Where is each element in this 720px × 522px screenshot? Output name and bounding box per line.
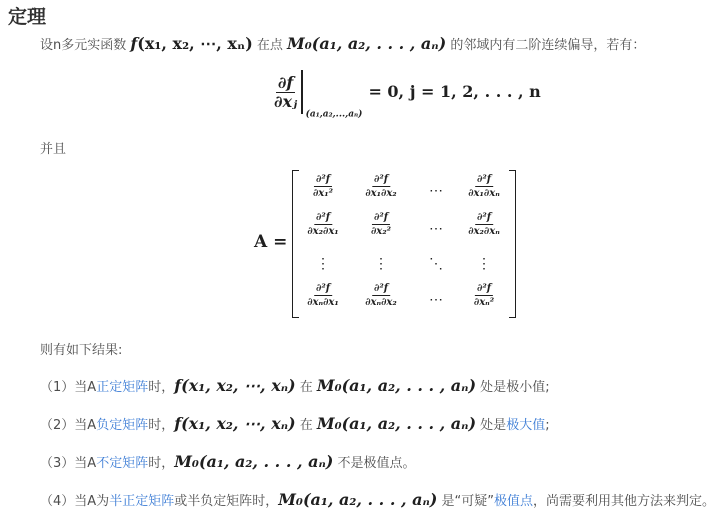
- matrix-cell-2-n: ∂²f ∂x₂∂xₙ: [468, 212, 500, 237]
- result-item-4: （4）当A为半正定矩阵或半负定矩阵时，M₀(a₁, a₂, . . . , aₙ) 是“可疑”极值点，尚需要利用其他方法来判定。: [40, 490, 716, 509]
- matrix-hdots-rown: ⋯: [429, 292, 443, 308]
- matrix-cell-2-1: ∂²f ∂x₂∂x₁: [307, 212, 339, 237]
- matrix-cell-1-1: ∂²f ∂x₁²: [312, 174, 334, 199]
- intro-text-3: 的邻域内有二阶连续偏导，若有：: [446, 38, 646, 53]
- function-expression: f(x₁, x₂, ⋯, xₙ): [174, 414, 296, 433]
- item-number: （1）: [40, 380, 75, 395]
- matrix-right-bracket: [509, 170, 516, 318]
- matrix-hdots-row2: ⋯: [429, 221, 443, 237]
- matrix-vdots-col2: ⋮: [374, 256, 388, 272]
- point-expression: M₀(a₁, a₂, . . . , aₙ): [316, 376, 477, 395]
- semidefinite-link[interactable]: 半正定矩阵: [109, 494, 175, 509]
- matrix-left-bracket: [292, 170, 299, 318]
- item-number: （2）: [40, 418, 75, 433]
- matrix-vdots-coln: ⋮: [477, 256, 491, 272]
- theorem-intro: [40, 34, 645, 53]
- extremum-link[interactable]: 极值点: [493, 494, 533, 509]
- function-name: f: [130, 34, 138, 53]
- evaluation-bar: [301, 70, 303, 114]
- section-heading: 定理: [8, 6, 47, 28]
- partial-denominator: ∂xⱼ: [274, 91, 298, 111]
- matrix-cell-n-n: ∂²f ∂xₙ²: [473, 283, 495, 308]
- intro-text-1: 设n多元实函数: [40, 38, 131, 53]
- gradient-equation: [272, 70, 541, 120]
- matrix-cell-2-2: ∂²f ∂x₂²: [370, 212, 392, 237]
- results-label: 则有如下结果:: [40, 343, 123, 358]
- item-number: （4）: [40, 494, 75, 509]
- partial-numerator: ∂f: [277, 72, 294, 92]
- function-args: (x₁, x₂, ⋯, xₙ): [137, 34, 253, 53]
- matrix-hdots-row1: ⋯: [429, 183, 443, 199]
- function-expression: f(x₁, x₂, ⋯, xₙ): [174, 376, 296, 395]
- point-expression: M₀(a₁, a₂, . . . , aₙ): [174, 452, 334, 471]
- point-expression: M₀(a₁, a₂, . . . , aₙ): [278, 490, 438, 509]
- and-label: 并且: [40, 142, 67, 157]
- negative-definite-link[interactable]: 负定矩阵: [96, 418, 149, 433]
- result-item-1: （1）当A正定矩阵时，f(x₁, x₂, ⋯, xₙ) 在 M₀(a₁, a₂, . . . , aₙ) 处是极小值;: [40, 376, 550, 395]
- positive-definite-link[interactable]: 正定矩阵: [96, 380, 149, 395]
- matrix-cell-n-2: ∂²f ∂xₙ∂x₂: [365, 283, 397, 308]
- matrix-lhs: A =: [254, 232, 288, 252]
- intro-text-2: 在点: [252, 38, 288, 53]
- matrix-vdots-col1: ⋮: [316, 256, 330, 272]
- partial-derivative-fraction: [272, 74, 299, 110]
- point-expression: M₀(a₁, a₂, . . . , aₙ): [287, 34, 447, 53]
- matrix-ddots: ⋱: [429, 256, 443, 272]
- matrix-cell-1-2: ∂²f ∂x₁∂x₂: [365, 174, 397, 199]
- result-item-2: （2）当A负定矩阵时，f(x₁, x₂, ⋯, xₙ) 在 M₀(a₁, a₂, . . . , aₙ) 处是极大值;: [40, 414, 550, 433]
- point-expression: M₀(a₁, a₂, . . . , aₙ): [316, 414, 477, 433]
- maximum-link[interactable]: 极大值: [506, 418, 546, 433]
- equation-rhs: = 0, j = 1, 2, . . . , n: [368, 81, 541, 101]
- result-item-3: （3）当A不定矩阵时，M₀(a₁, a₂, . . . , aₙ) 不是极值点。: [40, 452, 416, 471]
- item-number: （3）: [40, 456, 75, 471]
- matrix-cell-n-1: ∂²f ∂xₙ∂x₁: [307, 283, 339, 308]
- evaluation-point: (a₁,a₂,...,aₙ): [305, 109, 363, 120]
- matrix-cell-1-n: ∂²f ∂x₁∂xₙ: [468, 174, 500, 199]
- indefinite-link[interactable]: 不定矩阵: [96, 456, 149, 471]
